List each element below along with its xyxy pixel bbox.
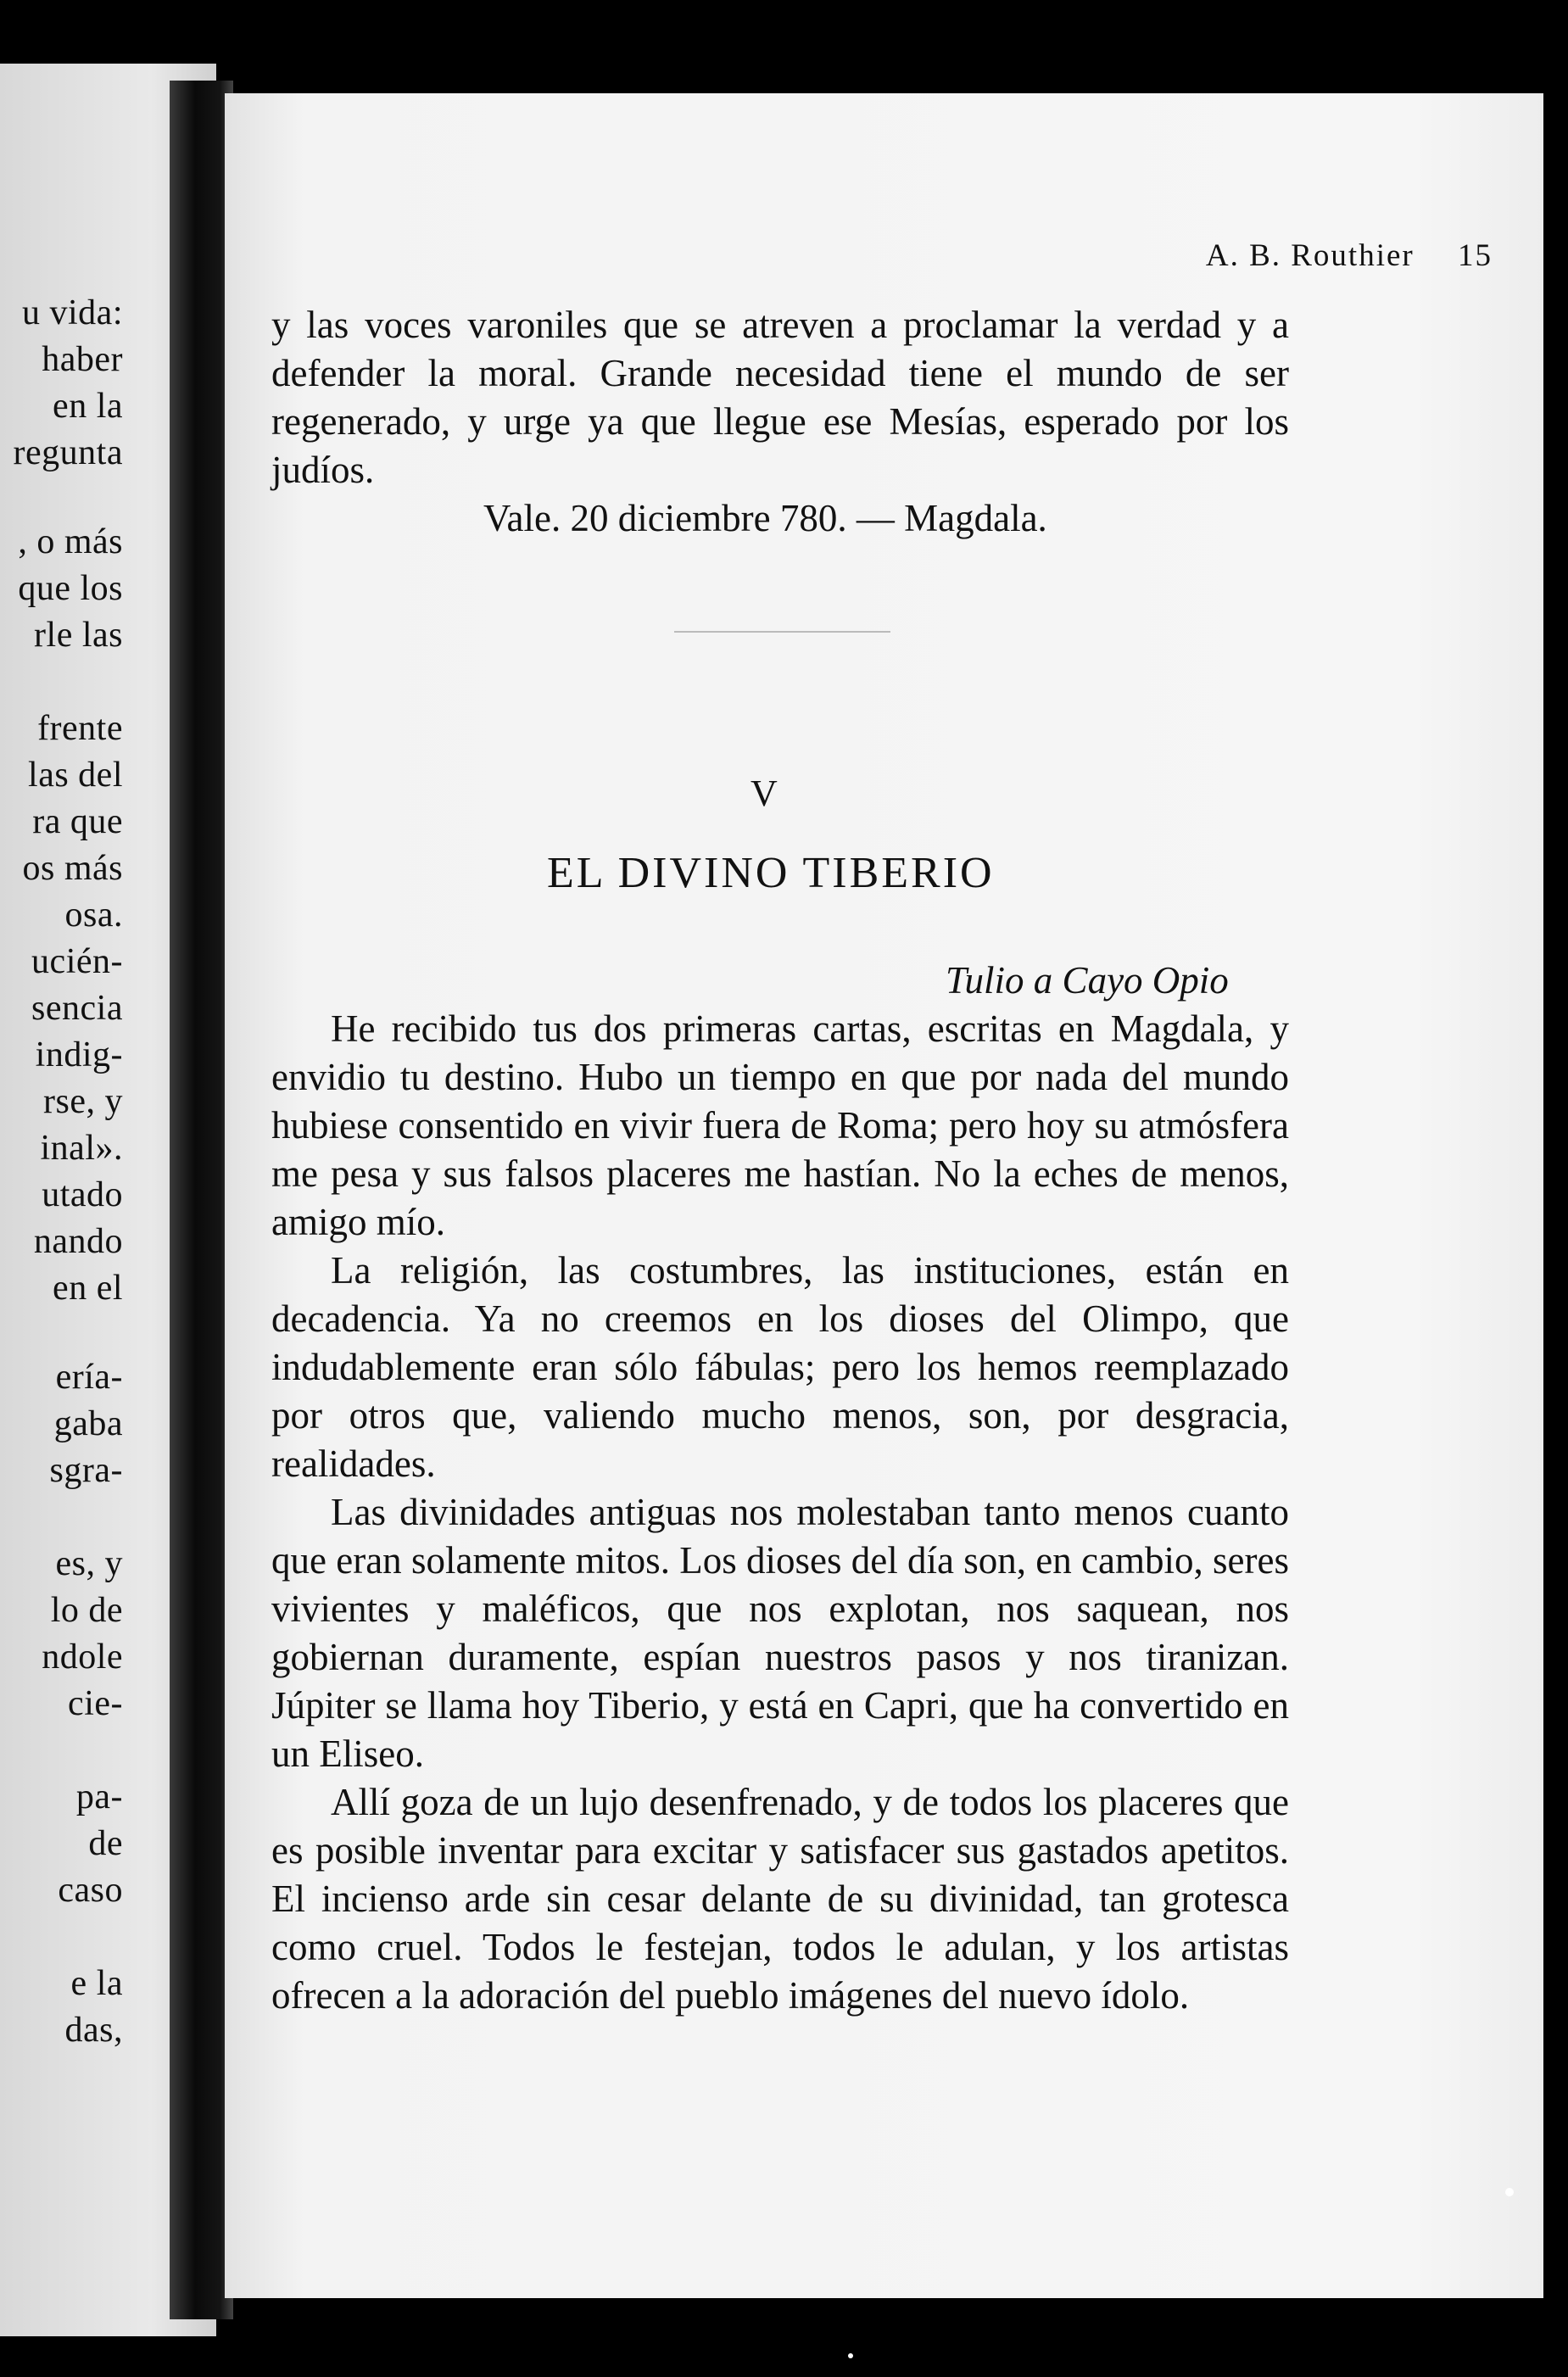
prev-line: haber bbox=[42, 340, 123, 379]
prev-line: ndole bbox=[42, 1638, 123, 1677]
prev-line: u vida: bbox=[22, 293, 123, 332]
prev-line: caso bbox=[58, 1871, 123, 1910]
prev-line: , o más bbox=[18, 522, 123, 561]
page-number: 15 bbox=[1458, 238, 1493, 273]
prev-line: las del bbox=[28, 756, 123, 795]
prev-line: inal». bbox=[40, 1129, 123, 1168]
prev-line: ra que bbox=[32, 802, 123, 841]
prev-line: en el bbox=[53, 1269, 123, 1308]
body-paragraph: Allí goza de un lujo desenfrenado, y de todos los placeres que es posible inventar para excitar y satisfacer sus gastados apetitos. El incienso arde sin cesar delante de su divinidad, tan grotesca como cruel. Todos le festejan, todos le adulan, y los artistas ofrecen a la adoración del pueblo imágenes del nuevo ídolo. bbox=[271, 1781, 1289, 2017]
chapter-numeral: V bbox=[751, 773, 778, 814]
prev-line: de bbox=[88, 1824, 123, 1863]
body-paragraph: Las divinidades antiguas nos molestaban tanto menos cuanto que eran solamente mitos. Los dioses del día son, en cambio, seres vivientes y maléficos, que nos explotan, nos saquean, nos gobiernan duramente, espían nuestros pasos y nos tiranizan. Júpiter se llama hoy Tiberio, y está en Capri, que ha convertido en un Eliseo. bbox=[271, 1491, 1289, 1775]
prev-line: e la bbox=[70, 1964, 123, 2003]
prev-line: en la bbox=[53, 387, 123, 426]
body-text bbox=[271, 1005, 1289, 2020]
intro-paragraph: y las voces varoniles que se atreven a proclamar la verdad y a defender la moral. Grande necesidad tiene el mundo de ser regenerado, y urge ya que llegue ese Mesías, esperado por los judíos. bbox=[271, 304, 1289, 491]
book-spine-shadow bbox=[170, 81, 233, 2319]
prev-line: regunta bbox=[13, 433, 123, 472]
letter-heading: Tulio a Cayo Opio bbox=[946, 959, 1229, 1002]
prev-line: frente bbox=[37, 709, 123, 748]
letter-signature: Vale. 20 diciembre 780. — Magdala. bbox=[483, 497, 1047, 539]
prev-line: sencia bbox=[31, 989, 123, 1028]
prev-line: lo de bbox=[50, 1591, 123, 1630]
running-head bbox=[1206, 237, 1493, 274]
prev-line: osa. bbox=[64, 896, 123, 935]
author-name: A. B. Routhier bbox=[1205, 238, 1415, 273]
prev-line: es, y bbox=[55, 1544, 123, 1583]
prev-line: rse, y bbox=[43, 1082, 123, 1121]
prev-line: que los bbox=[18, 569, 123, 608]
prev-line: ería- bbox=[55, 1358, 123, 1397]
scan-artifact bbox=[848, 2353, 853, 2358]
book-page bbox=[225, 93, 1543, 2298]
prev-line: pa- bbox=[75, 1777, 123, 1816]
prev-line: sgra- bbox=[49, 1451, 123, 1490]
scan-artifact bbox=[1505, 2188, 1514, 2196]
body-paragraph: La religión, las costumbres, las instituciones, están en decadencia. Ya no creemos en los dioses del Olimpo, que indudablemente eran sólo fábulas; pero los hemos reemplazado por otros que, valiendo mucho menos, son, por desgracia, realidades. bbox=[271, 1249, 1289, 1485]
prev-line: utado bbox=[42, 1175, 123, 1214]
prev-line: rle las bbox=[34, 616, 123, 655]
prev-line: indig- bbox=[35, 1035, 123, 1074]
prev-line: ucién- bbox=[31, 942, 123, 981]
chapter-title: EL DIVINO TIBERIO bbox=[547, 849, 995, 897]
prev-line: das, bbox=[64, 2011, 123, 2050]
prev-line: nando bbox=[33, 1222, 123, 1261]
prev-line: gaba bbox=[53, 1404, 123, 1443]
prev-line: cie- bbox=[68, 1684, 123, 1723]
prev-line: os más bbox=[22, 849, 123, 888]
body-paragraph: He recibido tus dos primeras cartas, escritas en Magdala, y envidio tu destino. Hubo un tiempo en que por nada del mundo hubiese consentido en vivir fuera de Roma; pero hoy su atmósfera me pesa y sus falsos placeres me hastían. No la eches de menos, amigo mío. bbox=[271, 1007, 1289, 1243]
section-divider bbox=[674, 631, 890, 633]
intro-block bbox=[271, 301, 1289, 543]
